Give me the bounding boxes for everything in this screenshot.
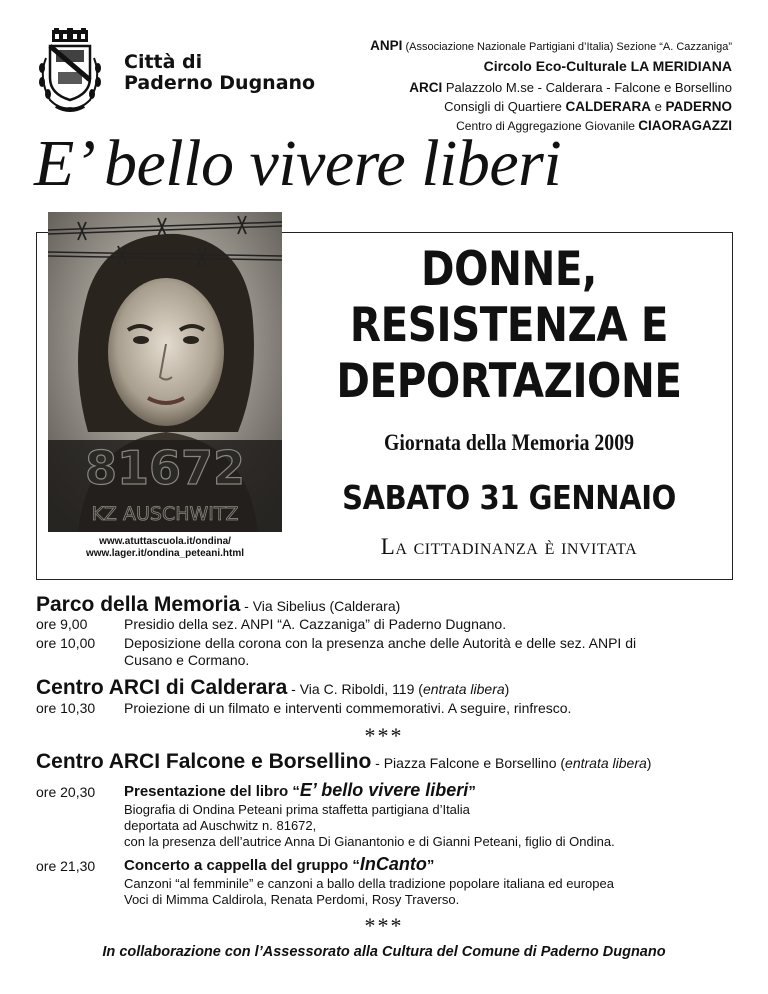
main-title: E’ bello vivere liberi xyxy=(34,127,562,200)
item-deposizione: Deposizione della corona con la presenza anche delle Autorità e delle sez. ANPI di Cusano e Cormano. xyxy=(124,635,637,668)
organizers-list xyxy=(312,36,732,136)
item-proiezione: Proiezione di un filmato e interventi commemorativi. A seguire, rinfresco. xyxy=(124,700,572,716)
item-presidio: Presidio della sez. ANPI “A. Cazzaniga” di Paderno Dugnano. xyxy=(124,616,507,632)
link-lager[interactable]: www.lager.it/ondina_peteani.html xyxy=(86,548,244,559)
event-concerto: Concerto a cappella del gruppo “InCanto” Canzoni “al femminile” e canzoni a ballo della tradizione popolare italiana ed europea Voci di Mimma Caldirola, Renata Perdomi, Rosy Traverso. xyxy=(124,854,614,907)
web-links xyxy=(48,536,282,560)
separator-1: *** xyxy=(364,723,404,748)
organizer-meridiana: Circolo Eco-Culturale LA MERIDIANA xyxy=(483,58,732,74)
city-line-2: Paderno Dugnano xyxy=(124,72,316,94)
event-presentazione: Presentazione del libro “E’ bello vivere liberi” Biografia di Ondina Peteani prima staffetta partigiana d’Italia deportata ad Auschwitz n. 81672, con la presenza dell’autrice Anna Di Gianantonio e di Gianni Peteani, figlio di Ondina. xyxy=(124,780,615,849)
venue-arci-falcone: Centro ARCI Falcone e Borsellino - Piazza Falcone e Borsellino (entrata libera) xyxy=(36,750,652,773)
headline xyxy=(329,242,688,410)
time-2130: ore 21,30 xyxy=(36,858,96,874)
time-1000: ore 10,00 xyxy=(36,635,96,651)
invitation-line: La cittadinanza è invitata xyxy=(380,534,638,559)
prisoner-number: 81672 xyxy=(84,441,246,495)
organizer-arci: ARCI Palazzolo M.se - Calderara - Falcone e Borsellino xyxy=(409,80,732,95)
separator-2: *** xyxy=(364,913,404,938)
organizer-consigli: Consigli di Quartiere CALDERARA e PADERNO xyxy=(444,99,732,114)
portrait-photo xyxy=(48,212,282,532)
time-1030: ore 10,30 xyxy=(36,700,96,716)
prisoner-caption: KZ AUSCHWITZ xyxy=(91,503,239,525)
portrait-image xyxy=(48,212,282,532)
city-name xyxy=(124,52,315,94)
time-2030: ore 20,30 xyxy=(36,784,96,800)
time-900: ore 9,00 xyxy=(36,616,88,632)
headline-line-1: DONNE, xyxy=(421,242,597,297)
headline-line-2: RESISTENZA E xyxy=(349,298,669,353)
organizer-anpi: ANPI (Associazione Nazionale Partigiani d’Italia) Sezione “A. Cazzaniga” xyxy=(370,38,732,53)
event-date: SABATO 31 GENNAIO xyxy=(342,478,676,517)
footer-credit: In collaborazione con l’Assessorato alla Cultura del Comune di Paderno Dugnano xyxy=(102,944,666,960)
city-line-1: Città di xyxy=(124,51,203,73)
city-crest-logo xyxy=(36,28,104,116)
link-atuttascuola[interactable]: www.atuttascuola.it/ondina/ xyxy=(99,536,231,547)
memorial-day-title: Giornata della Memoria 2009 xyxy=(384,430,634,455)
venue-arci-calderara: Centro ARCI di Calderara - Via C. Riboldi, 119 (entrata libera) xyxy=(36,676,510,699)
headline-line-3: DEPORTAZIONE xyxy=(336,354,682,409)
organizer-ciaoragazzi: Centro di Aggregazione Giovanile CIAORAGAZZI xyxy=(456,118,732,133)
venue-parco-memoria: Parco della Memoria - Via Sibelius (Calderara) xyxy=(36,593,401,616)
